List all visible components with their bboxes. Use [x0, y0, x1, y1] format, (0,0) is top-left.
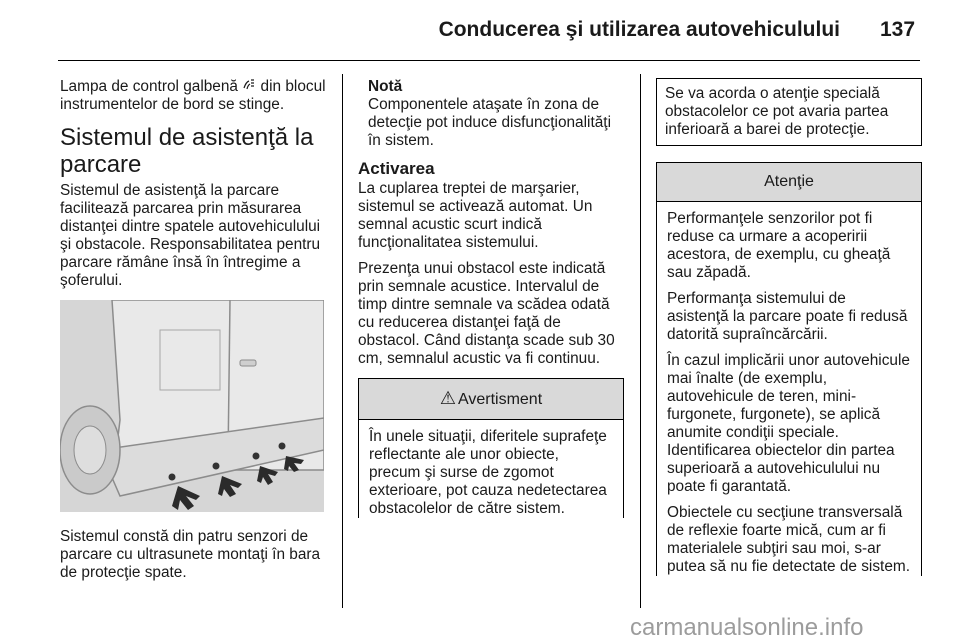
parking-sensor-icon — [242, 78, 260, 95]
note-label: Notă — [368, 78, 403, 95]
section-heading: Sistemul de asistenţă la parcare — [60, 124, 314, 178]
attention-header — [657, 163, 921, 202]
warning-header — [359, 379, 623, 420]
rear-bumper-sensors-illustration — [60, 300, 324, 512]
figure-caption: Sistemul constă din patru senzori de parcare cu ultrasunete montaţi în bara de protecţie spate. — [60, 528, 321, 581]
page-number: 137 — [880, 18, 916, 41]
header-rule — [58, 60, 920, 61]
attention-paragraph: Obiectele cu secţiune transversală de reflexie foarte mică, cum ar fi materialele subţiri sau moi, s-ar putea să nu fie detectate de sistem. — [667, 504, 910, 575]
column-divider-2 — [640, 74, 641, 608]
warning-icon: ⚠ — [439, 388, 456, 408]
activation-paragraph-1: La cuplarea treptei de marşarier, sistemul se activează automat. Un semnal acustic scurt indică funcţionalitatea sistemului. — [358, 180, 593, 251]
activation-paragraph-2: Prezenţa unui obstacol este indicată prin semnale acustice. Intervalul de timp dintre semnale va scădea odată cu reducerea distanţei faţă de obstacol. Când distanţa scade sub 30 cm, semnalul acustic va fi continuu. — [358, 260, 615, 367]
warning-text: În unele situaţii, diferitele suprafeţe reflectante ale unor obiecte, precum şi surse de zgomot exterioare, pot cauza nedetectarea obstacolelor de către sistem. — [369, 428, 607, 517]
activation-heading: Activarea — [358, 159, 435, 178]
watermark: carmanualsonline.info — [630, 614, 864, 641]
tip-box — [656, 78, 922, 146]
attention-paragraph: În cazul implicării unor autovehicule mai înalte (de exemplu, autovehicule de teren, mini-furgonete, furgonete), se aplică anumite condiţii speciale. Identificarea obiectelor din partea superioară a autovehiculului nu poate fi garantată. — [667, 352, 910, 495]
note-text: Componentele ataşate în zona de detecţie pot induce disfuncţionalităţi în sistem. — [368, 96, 611, 149]
intro-paragraph — [60, 78, 328, 114]
attention-body — [657, 202, 921, 576]
warning-box — [358, 378, 624, 518]
attention-paragraph: Performanţa sistemului de asistenţă la parcare poate fi redusă datorită supraîncărcării. — [667, 290, 908, 343]
page-header-title: Conducerea şi utilizarea autovehiculului — [438, 18, 840, 41]
warning-body — [359, 420, 623, 518]
column-3 — [656, 78, 922, 584]
warning-title: Avertisment — [457, 391, 543, 408]
tip-text: Se va acorda o atenţie specială obstacolelor ce pot avaria partea inferioară a barei de protecţie. — [665, 85, 889, 138]
attention-paragraph: Performanţele senzorilor pot fi reduse ca urmare a acoperirii acestora, de exemplu, cu gheaţă sau zăpadă. — [667, 210, 891, 281]
intro-tail-text: din blocul instrumentelor de bord se stinge. — [60, 78, 326, 113]
section-text: Sistemul de asistenţă la parcare facilitează parcarea prin măsurarea distanţei dintre spatele autovehiculului şi obstacole. Responsabilitatea pentru parcare rămâne însă în întregime a şoferului. — [60, 182, 321, 289]
column-1 — [60, 78, 328, 590]
note-block — [368, 78, 624, 150]
intro-text: Lampa de control galbenă — [60, 78, 238, 95]
attention-title: Atenţie — [764, 173, 814, 190]
attention-box — [656, 162, 922, 576]
column-2 — [358, 78, 624, 526]
column-divider-1 — [342, 74, 343, 608]
